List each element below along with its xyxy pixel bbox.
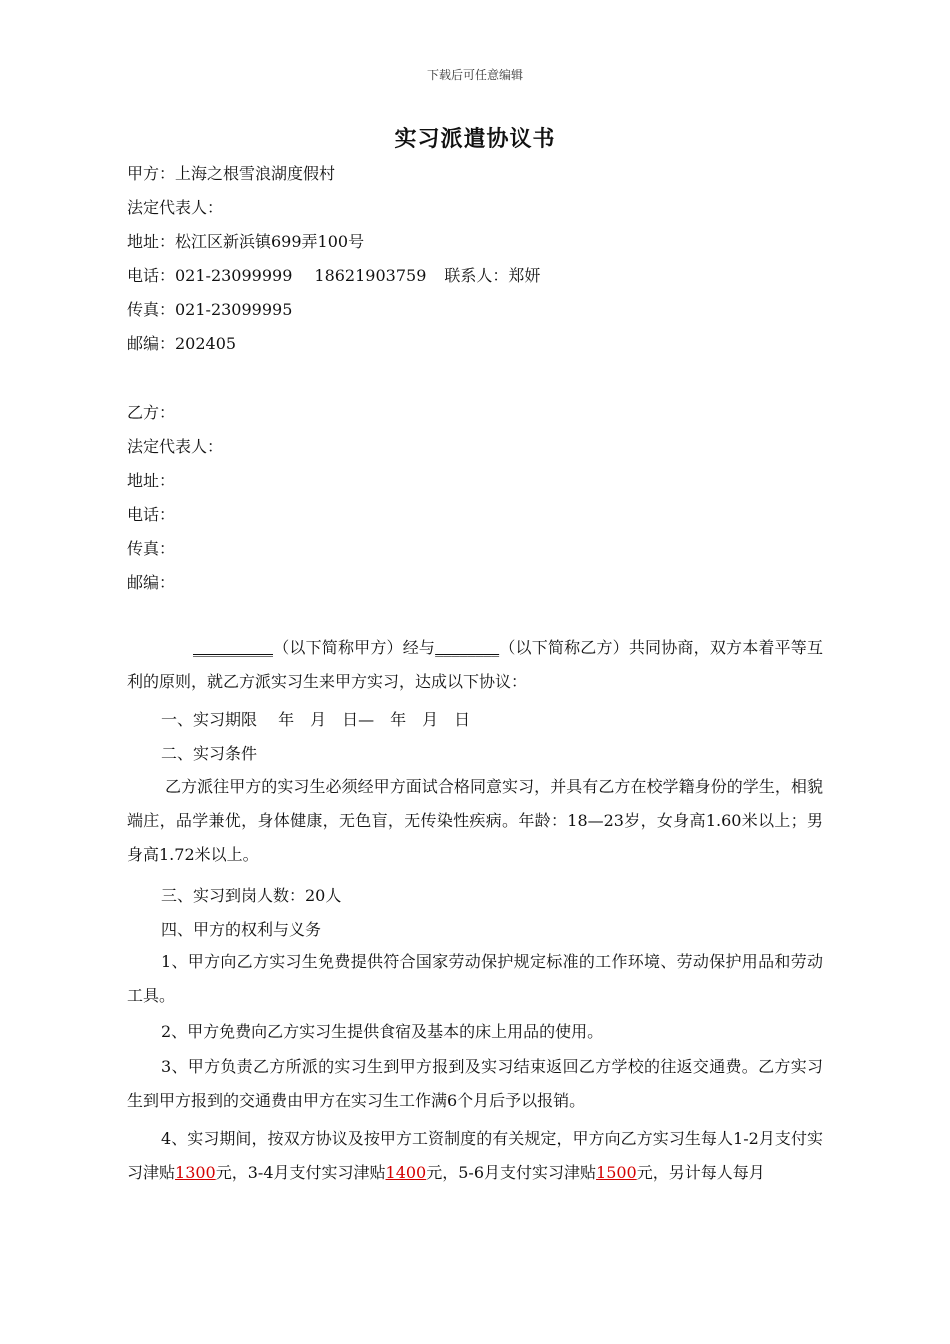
party-a-address: 地址：松江区新浜镇699弄100号	[127, 232, 365, 251]
allowance-3-4: 1400	[385, 1163, 427, 1182]
document-title: 实习派遣协议书	[394, 126, 556, 152]
clause-4-text-a: 4、实习期间，按双方协议及按甲方工资制度的有关规定，甲方向乙方实习生每人1-2月支付实习津贴	[127, 1129, 823, 1182]
party-b-name: 乙方：	[127, 403, 176, 422]
clause-4-text-b: 元，3-4月支付实习津贴	[215, 1163, 386, 1182]
clause-1: 1、甲方向乙方实习生免费提供符合国家劳动保护规定标准的工作环境、劳动保护用品和劳动工具。	[127, 952, 823, 1005]
section-3-headcount: 三、实习到岗人数：20人	[161, 886, 342, 905]
page-header: 下载后可任意编辑	[426, 68, 523, 82]
allowance-5-6: 1500	[596, 1163, 637, 1182]
party-b-zip: 邮编：	[127, 573, 176, 592]
party-a-mobile: 18621903759	[314, 266, 427, 285]
clause-4-text-c: 元，5-6月支付实习津贴	[426, 1163, 597, 1182]
allowance-1-2: 1300	[175, 1163, 216, 1182]
party-a-zip: 邮编：202405	[127, 334, 237, 353]
party-b-representative: 法定代表人：	[127, 437, 224, 456]
section-2-text: 乙方派往甲方的实习生必须经甲方面试合格同意实习，并具有乙方在校学籍身份的学生，相貌端庄，品学兼优，身体健康，无色盲，无传染性疾病。年龄：18—23岁，女身高1.60米以上；男身高1.72米以上。	[127, 777, 823, 864]
party-b-phone: 电话：	[127, 505, 176, 524]
section-1-period: 一、实习期限 年 月 日— 年 月 日	[161, 710, 471, 729]
clause-4-text-d: 元，另计每人每月	[636, 1163, 765, 1182]
party-a-phone: 电话：021-23099999	[127, 266, 293, 285]
party-b-address: 地址：	[127, 471, 176, 490]
party-a-fax: 传真：021-23099995	[127, 300, 293, 319]
section-2-heading: 二、实习条件	[161, 744, 258, 763]
clause-2: 2、甲方免费向乙方实习生提供食宿及基本的床上用品的使用。	[161, 1022, 604, 1041]
party-b-blank: ________	[435, 638, 500, 657]
clause-3: 3、甲方负责乙方所派的实习生到甲方报到及实习结束返回乙方学校的往返交通费。乙方实习生到甲方报到的交通费由甲方在实习生工作满6个月后予以报销。	[127, 1057, 823, 1110]
party-a-name: 甲方：上海之根雪浪湖度假村	[127, 164, 336, 183]
intro-paragraph	[127, 631, 823, 699]
section-4-heading: 四、甲方的权利与义务	[161, 920, 322, 939]
party-a-representative: 法定代表人：	[127, 198, 224, 217]
party-a-phone-row	[127, 266, 540, 286]
party-a-blank: __________	[193, 638, 273, 657]
intro-mid-text: （以下简称甲方）经与	[273, 638, 436, 657]
intro-rest-text: （以下简称乙方）共同协商，双方本着平等互利的原则，就乙方派实习生来甲方实习，达成以下协议：	[127, 638, 823, 691]
party-a-contact: 联系人：郑妍	[444, 266, 541, 285]
clause-4	[127, 1122, 823, 1190]
party-b-fax: 传真：	[127, 539, 176, 558]
